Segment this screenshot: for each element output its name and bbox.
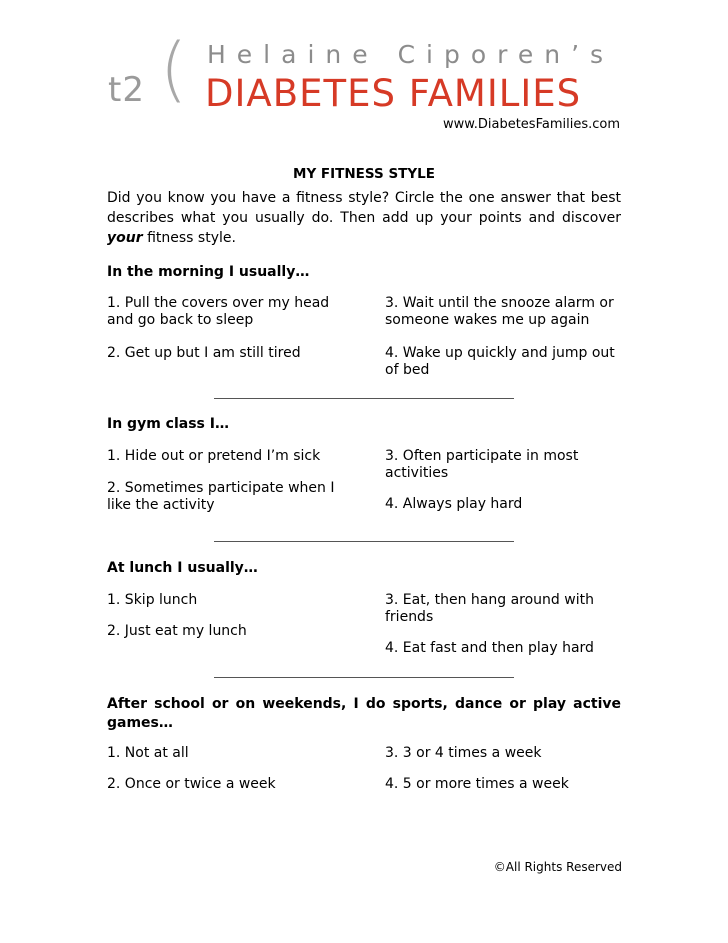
- question-2-option-1[interactable]: 1. Hide out or pretend I’m sick: [107, 448, 321, 464]
- question-1-option-4[interactable]: 4. Wake up quickly and jump out of bed: [385, 345, 615, 378]
- question-3-prompt: At lunch I usually…: [107, 560, 258, 576]
- question-2-option-3[interactable]: 3. Often participate in most activities: [385, 448, 579, 481]
- question-1-prompt: In the morning I usually…: [107, 264, 310, 280]
- intro-paragraph: [107, 188, 621, 248]
- logo-author-name: Helaine Ciporen’s: [207, 40, 615, 69]
- question-3-option-4[interactable]: 4. Eat fast and then play hard: [385, 640, 594, 656]
- logo-paren-mark: (: [160, 28, 188, 110]
- page-title: MY FITNESS STYLE: [293, 166, 435, 182]
- logo-brand-name: DIABETES FAMILIES: [205, 72, 582, 115]
- intro-text-before: Did you know you have a fitness style? Circle the one answer that best describes what you usually do. Then add up your points and discover: [107, 190, 621, 226]
- question-1-option-3[interactable]: 3. Wait until the snooze alarm or someone wakes me up again: [385, 295, 614, 328]
- question-4-option-3[interactable]: 3. 3 or 4 times a week: [385, 745, 542, 761]
- copyright-notice: ©All Rights Reserved: [493, 860, 622, 874]
- question-2-prompt: In gym class I…: [107, 416, 229, 432]
- logo-t2-mark: t2: [108, 70, 145, 110]
- question-4-option-1[interactable]: 1. Not at all: [107, 745, 189, 761]
- question-1-answer-line: [214, 398, 514, 399]
- question-2-option-4[interactable]: 4. Always play hard: [385, 496, 523, 512]
- question-4-option-4[interactable]: 4. 5 or more times a week: [385, 776, 569, 792]
- question-3-option-2[interactable]: 2. Just eat my lunch: [107, 623, 247, 639]
- question-4-option-2[interactable]: 2. Once or twice a week: [107, 776, 276, 792]
- question-3-option-3[interactable]: 3. Eat, then hang around with friends: [385, 592, 594, 625]
- question-3-answer-line: [214, 677, 514, 678]
- intro-emphasis: your: [107, 230, 143, 246]
- question-1-option-1[interactable]: 1. Pull the covers over my head and go back to sleep: [107, 295, 330, 328]
- website-url[interactable]: www.DiabetesFamilies.com: [443, 117, 620, 132]
- question-2-answer-line: [214, 541, 514, 542]
- question-3-option-1[interactable]: 1. Skip lunch: [107, 592, 198, 608]
- question-1-option-2[interactable]: 2. Get up but I am still tired: [107, 345, 301, 361]
- intro-text-after: fitness style.: [142, 230, 236, 246]
- question-4-prompt: After school or on weekends, I do sports, dance or play active games…: [107, 696, 621, 731]
- question-2-option-2[interactable]: 2. Sometimes participate when I like the activity: [107, 480, 335, 513]
